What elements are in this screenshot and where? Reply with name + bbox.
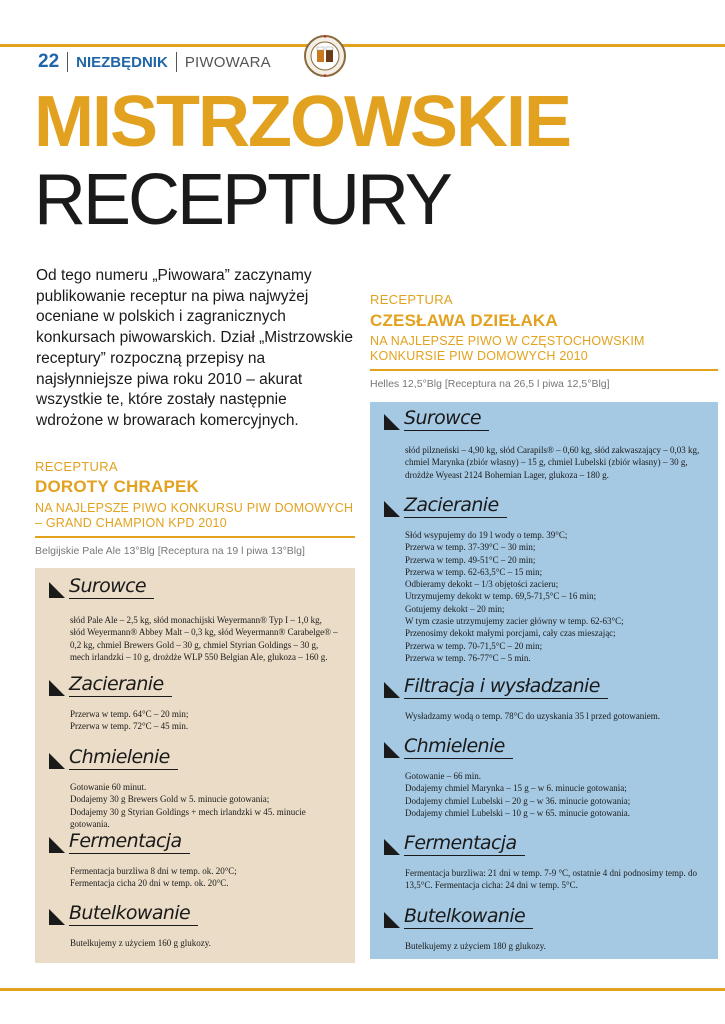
header-divider: [176, 52, 177, 72]
section-line: Dodajemy chmiel Lubelski – 10 g – w 65. minucie gotowania.: [405, 807, 630, 818]
page-header: [38, 50, 271, 74]
section-line: Przerwa w temp. 72°C – 45 min.: [70, 721, 189, 732]
section-name: NIEZBĘDNIK: [76, 53, 168, 71]
section-ingredients: [370, 406, 718, 481]
section-mashing: [370, 493, 718, 664]
recipe-spec: Belgijskie Pale Ale 13°Blg [Receptura na 19 l piwa 13°Blg]: [35, 545, 305, 557]
magazine-name: PIWOWARA: [184, 53, 271, 71]
section-line: słód Pale Ale – 2,5 kg, słód monachijski Weyermann® Typ I – 1,0 kg, słód Weyermann® Abbey Malt – 0,3 kg, słód Weyermann® Carabelge® – 0,2 kg, chmiel Brewers Gold – 30 g, chmiel Styrian Goldings – 30 g, mech irlandzki – 10 g, drożdże WLP 550 Belgian Ale, glukoza – 160 g.: [70, 615, 338, 662]
section-hopping: [35, 745, 355, 830]
section-line: Gotowanie 60 minut.: [70, 782, 147, 792]
section-line: Dodajemy 30 g Styrian Goldings + mech irlandzki w 45. minucie gotowania.: [70, 806, 306, 829]
triangle-marker-icon: [384, 742, 400, 758]
section-bottling: [35, 901, 355, 949]
recipe-panel-left: [35, 568, 355, 963]
triangle-marker-icon: [49, 582, 65, 598]
recipe-author: DOROTY CHRAPEK: [35, 477, 200, 496]
section-filtration: [370, 674, 718, 722]
section-line: Butelkujemy z użyciem 160 g glukozy.: [70, 938, 211, 948]
magazine-logo-icon: [303, 34, 347, 78]
section-line: Słód wsypujemy do 19 l wody o temp. 39°C;: [405, 530, 568, 540]
triangle-marker-icon: [384, 682, 400, 698]
section-line: Gotowanie – 66 min.: [405, 771, 481, 781]
section-line: Przerwa w temp. 49-51°C – 20 min;: [405, 554, 536, 565]
section-title: Butelkowanie: [69, 901, 198, 926]
section-line: Fermentacja cicha 20 dni w temp. ok. 20°C.: [70, 878, 229, 889]
page-number: 22: [38, 51, 60, 72]
header-divider: [67, 52, 68, 72]
section-title: Butelkowanie: [404, 904, 533, 929]
section-ingredients: [35, 574, 355, 663]
divider: [35, 536, 355, 538]
section-line: Przerwa w temp. 70-71,5°C – 20 min;: [405, 640, 543, 651]
section-line: Odbieramy dekokt – 1/3 objętości zacieru;: [405, 579, 559, 590]
section-line: Przenosimy dekokt małymi porcjami, cały czas mieszając;: [405, 628, 616, 639]
section-hopping: [370, 734, 718, 819]
recipe-author: CZESŁAWA DZIEŁAKA: [370, 311, 558, 330]
section-line: W tym czasie utrzymujemy zacier główny w temp. 62-63°C;: [405, 616, 624, 627]
lead-paragraph: Od tego numeru „Piwowara” zaczynamy publikowanie receptur na piwa najwyżej oceniane w polskich i zagranicznych konkursach piwowarskich. Dział „Mistrzowskie receptury” rozpoczną przepisy na najsłynniejsze piwa roku 2010 – akurat wszystkie te, które zostały następnie wdrożone w browarach komercyjnych.: [36, 267, 353, 429]
section-line: Dodajemy 30 g Brewers Gold w 5. minucie gotowania;: [70, 794, 270, 805]
section-title: Zacieranie: [404, 493, 507, 518]
section-line: Przerwa w temp. 62-63,5°C – 15 min;: [405, 566, 543, 577]
section-bottling: [370, 904, 718, 952]
recipe-label: RECEPTURA: [370, 292, 453, 307]
triangle-marker-icon: [49, 909, 65, 925]
triangle-marker-icon: [384, 414, 400, 430]
section-title: Fermentacja: [404, 831, 525, 856]
recipe-award: NA NAJLEPSZE PIWO W CZĘSTOCHOWSKIM KONKURSIE PIW DOMOWYCH 2010: [370, 334, 645, 363]
section-title: Surowce: [69, 574, 154, 599]
bottom-accent-bar: [0, 988, 725, 991]
top-accent-bar: [0, 44, 725, 47]
section-fermentation: [35, 829, 355, 890]
title-line-1: MISTRZOWSKIE: [34, 82, 570, 162]
section-title: Chmielenie: [404, 734, 513, 759]
triangle-marker-icon: [49, 837, 65, 853]
section-line: Dodajemy chmiel Lubelski – 20 g – w 36. minucie gotowania;: [405, 795, 631, 806]
section-title: Zacieranie: [69, 672, 172, 697]
triangle-marker-icon: [384, 501, 400, 517]
section-line: Utrzymujemy dekokt w temp. 69,5-71,5°C – 16 min;: [405, 591, 597, 602]
recipe-award: NA NAJLEPSZE PIWO KONKURSU PIW DOMOWYCH – GRAND CHAMPION KPD 2010: [35, 501, 354, 530]
section-mashing: [35, 672, 355, 733]
section-title: Chmielenie: [69, 745, 178, 770]
section-line: Dodajemy chmiel Marynka – 15 g – w 6. minucie gotowania;: [405, 783, 627, 794]
triangle-marker-icon: [49, 753, 65, 769]
triangle-marker-icon: [384, 912, 400, 928]
section-line: Gotujemy dekokt – 20 min;: [405, 603, 505, 614]
recipe-spec: Helles 12,5°Blg [Receptura na 26,5 l piwa 12,5°Blg]: [370, 378, 610, 390]
section-title: Fermentacja: [69, 829, 190, 854]
section-line: Przerwa w temp. 64°C – 20 min;: [70, 709, 189, 719]
section-title: Surowce: [404, 406, 489, 431]
section-line: Przerwa w temp. 37-39°C – 30 min;: [405, 542, 536, 553]
divider: [370, 369, 718, 371]
recipe-label: RECEPTURA: [35, 459, 118, 474]
triangle-marker-icon: [49, 680, 65, 696]
section-line: Fermentacja burzliwa: 21 dni w temp. 7-9 °C, ostatnie 4 dni podnosimy temp. do 13,5°C. Fermentacja cicha: 24 dni w temp. 5°C.: [405, 868, 698, 891]
section-fermentation: [370, 831, 718, 892]
section-line: Przerwa w temp. 76-77°C – 5 min.: [405, 652, 531, 663]
section-line: Wysładzamy wodą o temp. 78°C do uzyskania 35 l przed gotowaniem.: [405, 711, 660, 721]
section-line: Fermentacja burzliwa 8 dni w temp. ok. 20°C;: [70, 866, 237, 876]
section-line: słód pilzneński – 4,90 kg, słód Carapils® – 0,60 kg, słód zakwaszający – 0,03 kg, chmiel Marynka (zbiór własny) – 15 g, chmiel Lubelski (zbiór własny) – 30 g, drożdże Wyeast 2124 Bohemian Lager, glukoza – 180 g.: [405, 445, 700, 480]
section-line: Butelkujemy z użyciem 180 g glukozy.: [405, 941, 546, 951]
section-title: Filtracja i wysładzanie: [404, 674, 608, 699]
recipe-panel-right: [370, 402, 718, 959]
title-line-2: RECEPTURY: [34, 160, 450, 240]
triangle-marker-icon: [384, 839, 400, 855]
